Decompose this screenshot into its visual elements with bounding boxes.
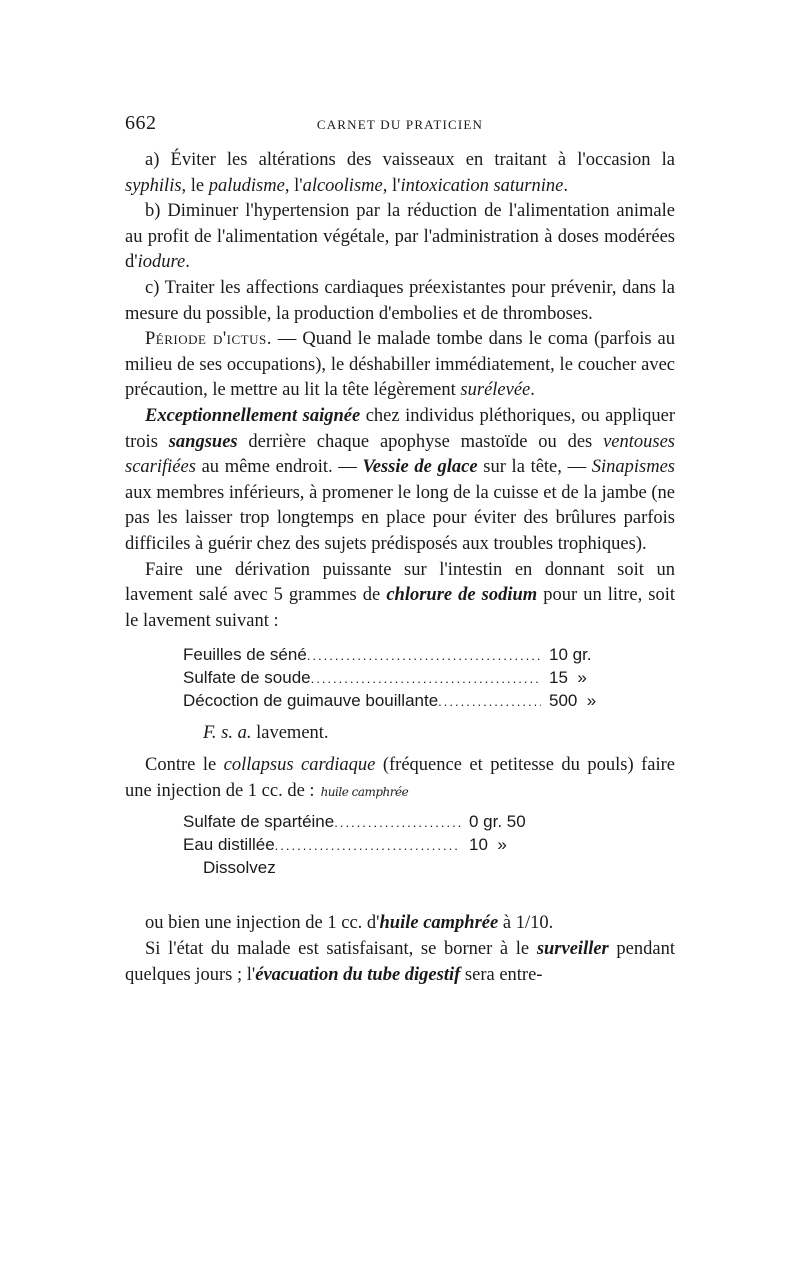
text-run: — Quand le malade tombe dans le coma (parfois au milieu de ses occupations), le déshabiller immédiatement, le coucher avec précaution, le mettre au lit la tête légèrement — [125, 329, 675, 401]
page-number: 662 — [125, 112, 157, 134]
body-text — [125, 148, 675, 988]
paragraph-a — [125, 148, 675, 199]
section-heading: Période d'ictus. — [145, 329, 272, 350]
italic-term: chlorure de sodium — [386, 585, 538, 606]
text-run: sur la tête, — — [477, 457, 592, 478]
text-run: , l' — [284, 175, 303, 196]
recipe-item — [183, 644, 623, 667]
text-run: , l' — [382, 175, 401, 196]
ingredient-name: Feuilles de séné — [183, 645, 307, 665]
dot-leader — [311, 668, 541, 690]
ingredient-quantity: 500 » — [549, 691, 597, 711]
text-run: Si l'état du malade est satisfaisant, se borner à le — [145, 939, 537, 960]
paragraph-ictus — [125, 327, 675, 404]
paragraph-huile — [125, 911, 675, 937]
text-run: ou bien une injection de 1 cc. d' — [145, 913, 380, 934]
dot-leader — [438, 691, 541, 713]
text-run: lavement. — [251, 723, 329, 744]
italic-term: ventouses scarifiées — [125, 431, 676, 478]
italic-term: Sinapismes — [591, 457, 675, 478]
text-run: pendant quelques jours ; l' — [125, 939, 675, 985]
italic-term: sangsues — [168, 431, 238, 452]
italic-term: huile camphrée — [379, 913, 499, 934]
recipe-instruction — [203, 721, 675, 745]
ingredient-quantity: 15 » — [549, 668, 587, 688]
recipe-item — [183, 690, 623, 713]
text-run: , le — [181, 175, 209, 196]
text-run: . — [563, 175, 568, 196]
text-run: derrière chaque apophyse mastoïde ou des — [237, 431, 604, 452]
text-run: Contre le — [145, 755, 224, 776]
recipe-item — [183, 811, 543, 834]
recipe-item — [183, 667, 623, 690]
text-run: a) Éviter les altérations des vaisseaux en traitant à l'occasion la — [145, 150, 675, 170]
text-run: chez individus pléthoriques, ou appliquer trois — [125, 405, 675, 452]
italic-term: iodure — [137, 252, 186, 273]
paragraph-c — [125, 276, 675, 327]
paragraph-etat — [125, 937, 675, 988]
paragraph-derivation — [125, 558, 675, 635]
italic-term: alcoolisme — [302, 175, 383, 196]
recipe-instruction: Dissolvez — [203, 858, 276, 878]
text-run: c) Traiter les affections cardiaques préexistantes pour prévenir, dans la mesure du possible, la production d'embolies et de thromboses. — [125, 277, 675, 324]
paragraph-b — [125, 199, 675, 276]
italic-term: surélevée — [460, 380, 531, 401]
paragraph-collapsus — [125, 753, 675, 805]
italic-term: Vessie de glace — [362, 457, 478, 478]
italic-term: paludisme — [208, 175, 285, 196]
italic-term: surveiller — [536, 939, 609, 960]
ingredient-name: Décoction de guimauve bouillante — [183, 691, 439, 711]
page-header — [125, 112, 675, 138]
italic-term: syphilis — [125, 175, 182, 196]
recipe-item — [183, 834, 543, 857]
italic-term: intoxication saturnine — [400, 175, 564, 196]
text-run: Faire une dérivation puissante sur l'intestin en donnant soit un lavement salé avec 5 grammes de — [125, 559, 675, 606]
ingredient-quantity: 10 » — [469, 835, 507, 855]
ingredient-name: Eau distillée — [183, 835, 275, 855]
running-title: CARNET DU PRATICIEN — [316, 117, 484, 132]
text-run: (fréquence et petitesse du pouls) faire une injection de 1 cc. de : — [125, 755, 676, 801]
text-run: sera entre- — [460, 964, 543, 985]
spacer — [125, 879, 675, 911]
ingredient-name: Sulfate de soude — [183, 668, 311, 688]
text-run: aux membres inférieurs, à promener le long de la cuisse et de la jambe (ne pas les laisser trop longtemps en place pour éviter des brûlures parfois difficiles à guérir chez des sujets prédisposés aux troubles trophiques). — [125, 482, 675, 554]
text-run: à 1/10. — [498, 913, 554, 934]
italic-term: Exceptionnellement saignée — [145, 405, 361, 426]
text-run: b) Diminuer l'hypertension par la réduction de l'alimentation animale au profit de l'alimentation végétale, par l'administration à doses modérées d' — [125, 201, 675, 273]
dot-leader — [307, 645, 541, 667]
italic-term: évacuation du tube digestif — [255, 964, 461, 985]
paragraph-exceptionnellement — [125, 404, 675, 558]
italic-term: collapsus cardiaque — [223, 755, 376, 776]
handwritten-note: huile camphrée — [320, 784, 409, 799]
ingredient-quantity: 0 gr. 50 — [469, 812, 526, 832]
dot-leader — [334, 812, 461, 834]
ingredient-name: Sulfate de spartéine — [183, 812, 335, 832]
text-run: pour un litre, soit le lavement suivant : — [125, 585, 675, 631]
text-run: au même endroit. — — [195, 457, 363, 478]
text-run: . — [185, 252, 190, 273]
text-run: . — [530, 380, 535, 401]
italic-term: F. s. a. — [203, 723, 252, 744]
dot-leader — [275, 835, 461, 857]
recipe-injection — [183, 811, 543, 857]
ingredient-quantity: 10 gr. — [549, 645, 592, 665]
recipe-lavement — [183, 644, 623, 713]
